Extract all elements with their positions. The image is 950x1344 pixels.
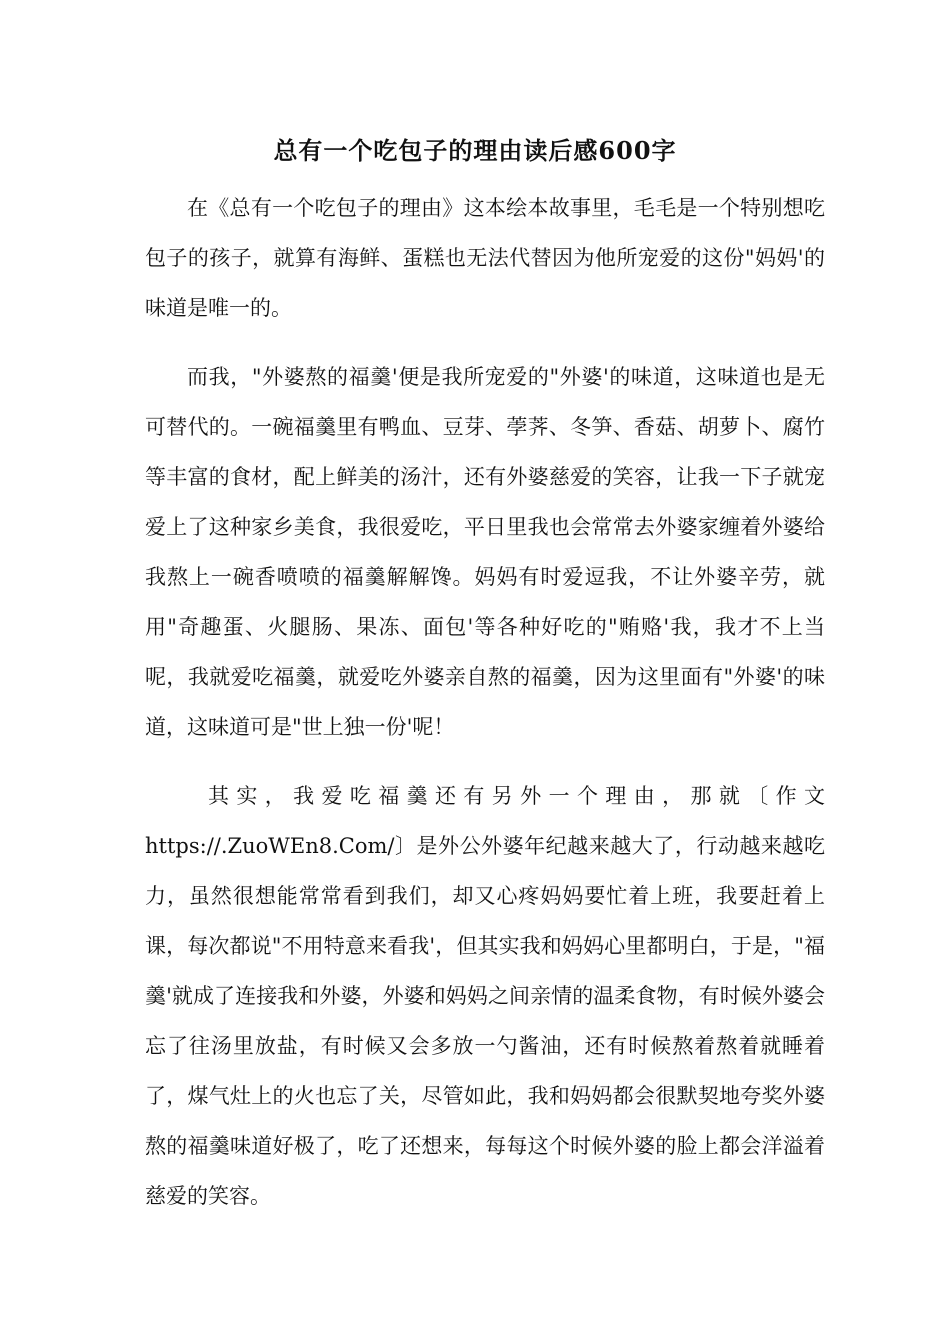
paragraph-3: 其实，我爱吃福羹还有另外一个理由，那就〔作文https://.ZuoWEn8.Com/〕是外公外婆年纪越来越大了，行动越来越吃力，虽然很想能常常看到我们，却又心疼妈妈要忙着上班，我要赶着上课，每次都说"不用特意来看我'，但其实我和妈妈心里都明白，于是，"福羹'就成了连接我和外婆，外婆和妈妈之间亲情的温柔食物，有时候外婆会忘了往汤里放盐，有时候又会多放一勺酱油，还有时候熬着熬着就睡着了，煤气灶上的火也忘了关，尽管如此，我和妈妈都会很默契地夸奖外婆熬的福羹味道好极了，吃了还想来，每每这个时候外婆的脸上都会洋溢着慈爱的笑容。 [145,784,825,1208]
paragraph-1: 在《总有一个吃包子的理由》这本绘本故事里，毛毛是一个特别想吃包子的孩子，就算有海鲜、蛋糕也无法代替因为他所宠爱的这份"妈妈'的味道是唯一的。 [145,196,825,320]
paragraph-2: 而我，"外婆熬的福羹'便是我所宠爱的"外婆'的味道，这味道也是无可替代的。一碗福羹里有鸭血、豆芽、荸荠、冬笋、香菇、胡萝卜、腐竹等丰富的食材，配上鲜美的汤汁，还有外婆慈爱的笑容，让我一下子就宠爱上了这种家乡美食，我很爱吃，平日里我也会常常去外婆家缠着外婆给我熬上一碗香喷喷的福羹解解馋。妈妈有时爱逗我，不让外婆辛劳，就用"奇趣蛋、火腿肠、果冻、面包'等各种好吃的"贿赂'我，我才不上当呢，我就爱吃福羹，就爱吃外婆亲自熬的福羹，因为这里面有"外婆'的味道，这味道可是"世上独一份'呢！ [145,365,825,739]
document-body [145,183,825,1221]
document-title: 总有一个吃包子的理由读后感600字 [273,136,677,165]
